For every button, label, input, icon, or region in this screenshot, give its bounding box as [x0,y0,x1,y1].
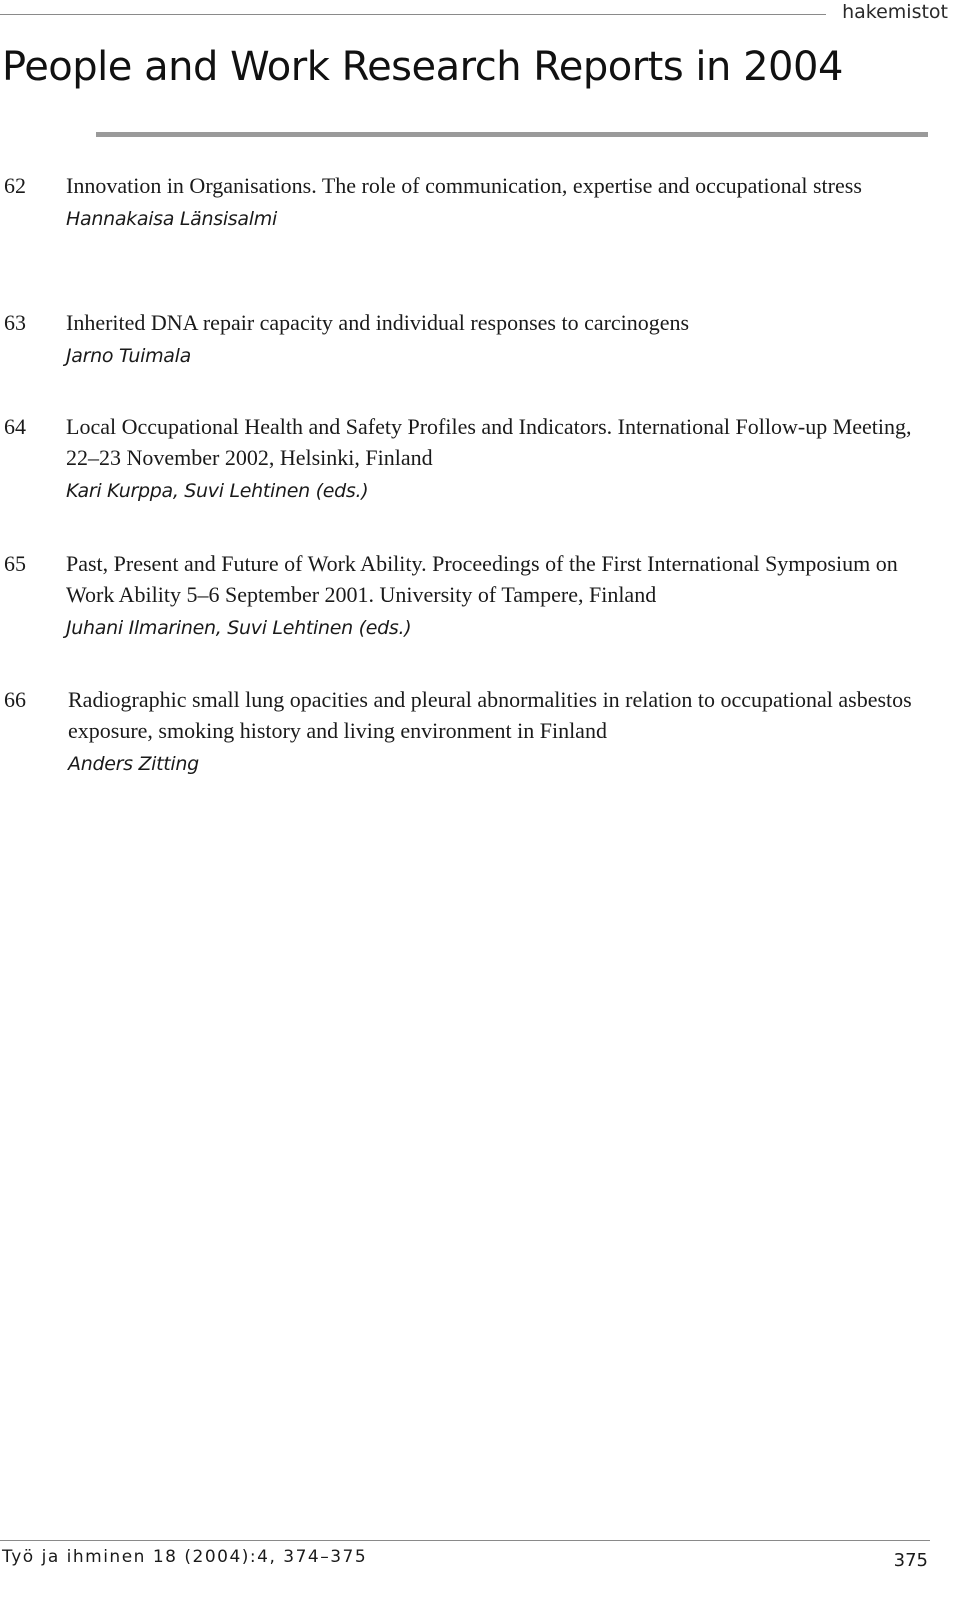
report-authors: Anders Zitting [68,753,199,775]
report-title: Local Occupational Health and Safety Profiles and Indicators. International Follow-up Meeting, 22–23 November 2002, Helsinki, Finland [66,414,912,470]
report-authors: Kari Kurppa, Suvi Lehtinen (eds.) [66,480,369,502]
footer-citation: Työ ja ihminen 18 (2004):4, 374–375 [2,1547,368,1567]
page-title: People and Work Research Reports in 2004 [2,44,843,90]
title-underline-bar [96,132,928,137]
header-rule [0,14,826,15]
report-entry-63 [0,307,930,411]
report-entry-64 [0,411,930,548]
report-list [0,170,930,782]
report-number: 64 [4,414,26,439]
report-title: Inherited DNA repair capacity and individual responses to carcinogens [66,310,690,335]
report-entry-65 [0,548,930,684]
footer-rule [0,1540,930,1541]
report-number: 66 [4,687,26,712]
report-title: Past, Present and Future of Work Ability. Proceedings of the First International Symposium on Work Ability 5–6 September 2001. University of Tampere, Finland [66,551,898,607]
report-number: 62 [4,173,26,198]
report-authors: Jarno Tuimala [66,345,191,367]
report-entry-62 [0,170,930,307]
report-entry-66 [0,684,930,782]
report-title: Innovation in Organisations. The role of communication, expertise and occupational stress [66,173,862,198]
report-authors: Juhani Ilmarinen, Suvi Lehtinen (eds.) [66,617,412,639]
page-number: 375 [893,1550,928,1571]
report-authors: Hannakaisa Länsisalmi [66,208,277,230]
section-label: hakemistot [842,1,948,23]
report-number: 65 [4,551,26,576]
report-title: Radiographic small lung opacities and pleural abnormalities in relation to occupational asbestos exposure, smoking history and living environment in Finland [68,687,912,743]
report-number: 63 [4,310,26,335]
